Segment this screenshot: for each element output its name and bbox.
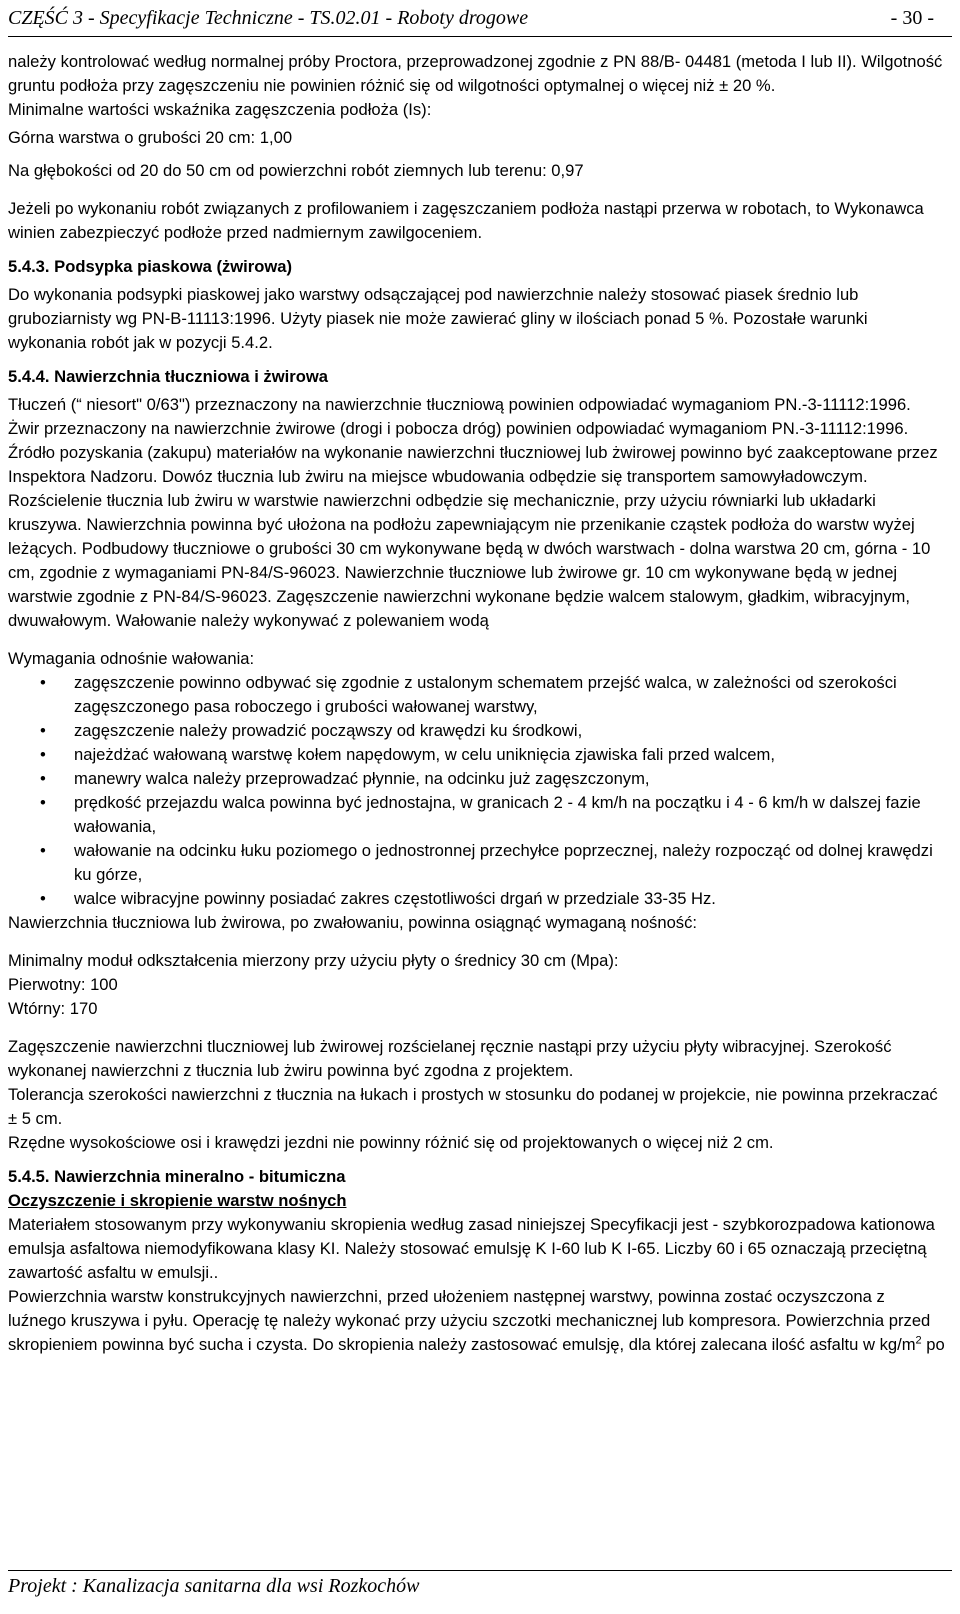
list-item-text: walce wibracyjne powinny posiadać zakres częstotliwości drgań w przedziale 33-35 Hz.	[74, 889, 716, 908]
paragraph: Wymagania odnośnie wałowania:	[8, 649, 255, 668]
list-item-text: wałowanie na odcinku łuku poziomego o jednostronnej przechyłce poprzecznej, należy rozpocząć od dolnej krawędzi ku górze,	[74, 841, 933, 884]
subsection-heading: Oczyszczenie i skropienie warstw nośnych	[8, 1191, 347, 1210]
paragraph: należy kontrolować według normalnej próby Proctora, przeprowadzonej zgodnie z PN 88/B- 04481 (metoda I lub II). Wilgotność gruntu podłoża przy zagęszczeniu nie powinien różnić się od wilgotności optymalnej o więcej niż ± 20 %.	[8, 52, 943, 95]
list-item-text: zagęszczenie powinno odbywać się zgodnie z ustalonym schematem przejść walca, w zależności od szerokości zagęszczonego pasa roboczego i grubości wałowanej warstwy,	[74, 673, 897, 716]
bullet-icon: •	[40, 769, 46, 788]
section-heading-5-4-4: 5.4.4. Nawierzchnia tłuczniowa i żwirowa	[8, 367, 328, 386]
bullet-list	[8, 671, 946, 911]
section-heading-5-4-5: 5.4.5. Nawierzchnia mineralno - bitumiczna	[8, 1167, 346, 1186]
paragraph: Minimalne wartości wskaźnika zagęszczenia podłoża (Is):	[8, 100, 432, 119]
list-item-text: najeżdżać wałowaną warstwę kołem napędowym, w celu uniknięcia zjawiska fali przed walcem,	[74, 745, 775, 764]
bullet-icon: •	[40, 721, 46, 740]
list-item-text: prędkość przejazdu walca powinna być jednostajna, w granicach 2 - 4 km/h na początku i 4 - 6 km/h w dalszej fazie wałowania,	[74, 793, 921, 836]
section-heading-5-4-3: 5.4.3. Podsypka piaskowa (żwirowa)	[8, 257, 293, 276]
paragraph: Tolerancja szerokości nawierzchni z tłucznia na łukach i prostych w stosunku do podanej w projekcie, nie powinna przekraczać ± 5 cm.	[8, 1085, 938, 1128]
page-header	[8, 4, 952, 37]
paragraph: Tłuczeń (“ niesort" 0/63") przeznaczony na nawierzchnie tłuczniową powinien odpowiadać wymaganiom PN.-3-11112:1996.	[8, 395, 911, 414]
bullet-icon: •	[40, 889, 46, 908]
paragraph-text: Powierzchnia warstw konstrukcyjnych nawierzchni, przed ułożeniem następnej warstwy, powinna zostać oczyszczona z luźnego kruszywa i pyłu. Operację tę należy wykonać przy użyciu szczotki mechanicznej lub kompresora. Powierzchnia przed skropieniem powinna być sucha i czysta. Do skropienia należy zastosować emulsję, dla której zalecana ilość asfaltu w kg/m	[8, 1287, 931, 1354]
list-item-text: zagęszczenie należy prowadzić począwszy od krawędzi ku środkowi,	[74, 721, 583, 740]
paragraph: Źródło pozyskania (zakupu) materiałów na wykonanie nawierzchni tłuczniowej lub żwirowej powinno być zaakceptowane przez Inspektora Nadzoru. Dowóz tłucznia lub żwiru na miejsce wbudowania odbędzie się transportem samowyładowczym. Rozścielenie tłucznia lub żwiru w warstwie nawierzchni odbędzie się mechanicznie, przy użyciu równiarki lub układarki kruszywa. Nawierzchnia powinna być ułożona na podłożu zapewniającym nie przenikanie cząstek podłoża do warstw wyżej leżących. Podbudowy tłuczniowe o grubości 30 cm wykonywane będą w dwóch warstwach - dolna warstwa 20 cm, górna - 10 cm, zgodnie z wymaganiami PN-84/S-96023. Nawierzchnie tłuczniowe lub żwirowe gr. 10 cm wykonywane będą w jednej warstwie zgodnie z PN-84/S-96023. Zagęszczenie nawierzchni wykonane będzie walcem stalowym, gładkim, wibracyjnym, dwuwałowym. Wałowanie należy wykonywać z polewaniem wodą	[8, 443, 938, 630]
paragraph: Na głębokości od 20 do 50 cm od powierzchni robót ziemnych lub terenu: 0,97	[8, 161, 584, 180]
bullet-icon: •	[40, 793, 46, 812]
list-item	[8, 887, 946, 911]
bullet-icon: •	[40, 841, 46, 860]
document-title: CZĘŚĆ 3 - Specyfikacje Techniczne - TS.02.01 - Roboty drogowe	[8, 7, 529, 29]
paragraph: Minimalny moduł odkształcenia mierzony przy użyciu płyty o średnicy 30 cm (Mpa):	[8, 951, 619, 970]
paragraph: Jeżeli po wykonaniu robót związanych z profilowaniem i zagęszczaniem podłoża nastąpi przerwa w robotach, to Wykonawca winien zabezpieczyć podłoże przed nadmiernym zawilgoceniem.	[8, 199, 924, 242]
paragraph: Pierwotny: 100	[8, 975, 118, 994]
list-item	[8, 839, 946, 887]
page-footer	[8, 1570, 952, 1598]
paragraph: Nawierzchnia tłuczniowa lub żwirowa, po zwałowaniu, powinna osiągnąć wymaganą nośność:	[8, 913, 698, 932]
paragraph-text-end: po	[921, 1335, 945, 1354]
paragraph: Do wykonania podsypki piaskowej jako warstwy odsączającej pod nawierzchnie należy stosować piasek średnio lub gruboziarnisty wg PN-B-11113:1996. Użyty piasek nie może zawierać gliny w ilościach ponad 5 %. Pozostałe warunki wykonania robót jak w pozycji 5.4.2.	[8, 285, 868, 352]
list-item	[8, 743, 946, 767]
paragraph: Wtórny: 170	[8, 999, 98, 1018]
paragraph: Zagęszczenie nawierzchni tluczniowej lub żwirowej rozścielanej ręcznie nastąpi przy użyciu płyty wibracyjnej. Szerokość wykonanej nawierzchni z tłucznia lub żwiru powinna być zgodna z projektem.	[8, 1037, 892, 1080]
paragraph: Materiałem stosowanym przy wykonywaniu skropienia według zasad niniejszej Specyfikacji jest - szybkorozpadowa kationowa emulsja asfaltowa niemodyfikowana klasy KI. Należy stosować emulsję K I-60 lub K I-65. Liczby 60 i 65 oznaczają przeciętną zawartość asfaltu w emulsji..	[8, 1215, 935, 1282]
paragraph: Żwir przeznaczony na nawierzchnie żwirowe (drogi i pobocza dróg) powinien odpowiadać wymaganiom PN.-3-11112:1996.	[8, 419, 909, 438]
document-body	[8, 50, 946, 1357]
footer-text: Projekt : Kanalizacja sanitarna dla wsi Rozkochów	[8, 1575, 420, 1597]
bullet-icon: •	[40, 745, 46, 764]
list-item	[8, 791, 946, 839]
page-number: - 30 -	[890, 7, 934, 29]
list-item	[8, 671, 946, 719]
superscript: 2	[915, 1334, 922, 1347]
bullet-icon: •	[40, 673, 46, 692]
paragraph	[8, 1285, 946, 1357]
list-item-text: manewry walca należy przeprowadzać płynnie, na odcinku już zagęszczonym,	[74, 769, 650, 788]
list-item	[8, 719, 946, 743]
paragraph: Górna warstwa o grubości 20 cm: 1,00	[8, 128, 293, 147]
list-item	[8, 767, 946, 791]
paragraph: Rzędne wysokościowe osi i krawędzi jezdni nie powinny różnić się od projektowanych o więcej niż 2 cm.	[8, 1133, 774, 1152]
